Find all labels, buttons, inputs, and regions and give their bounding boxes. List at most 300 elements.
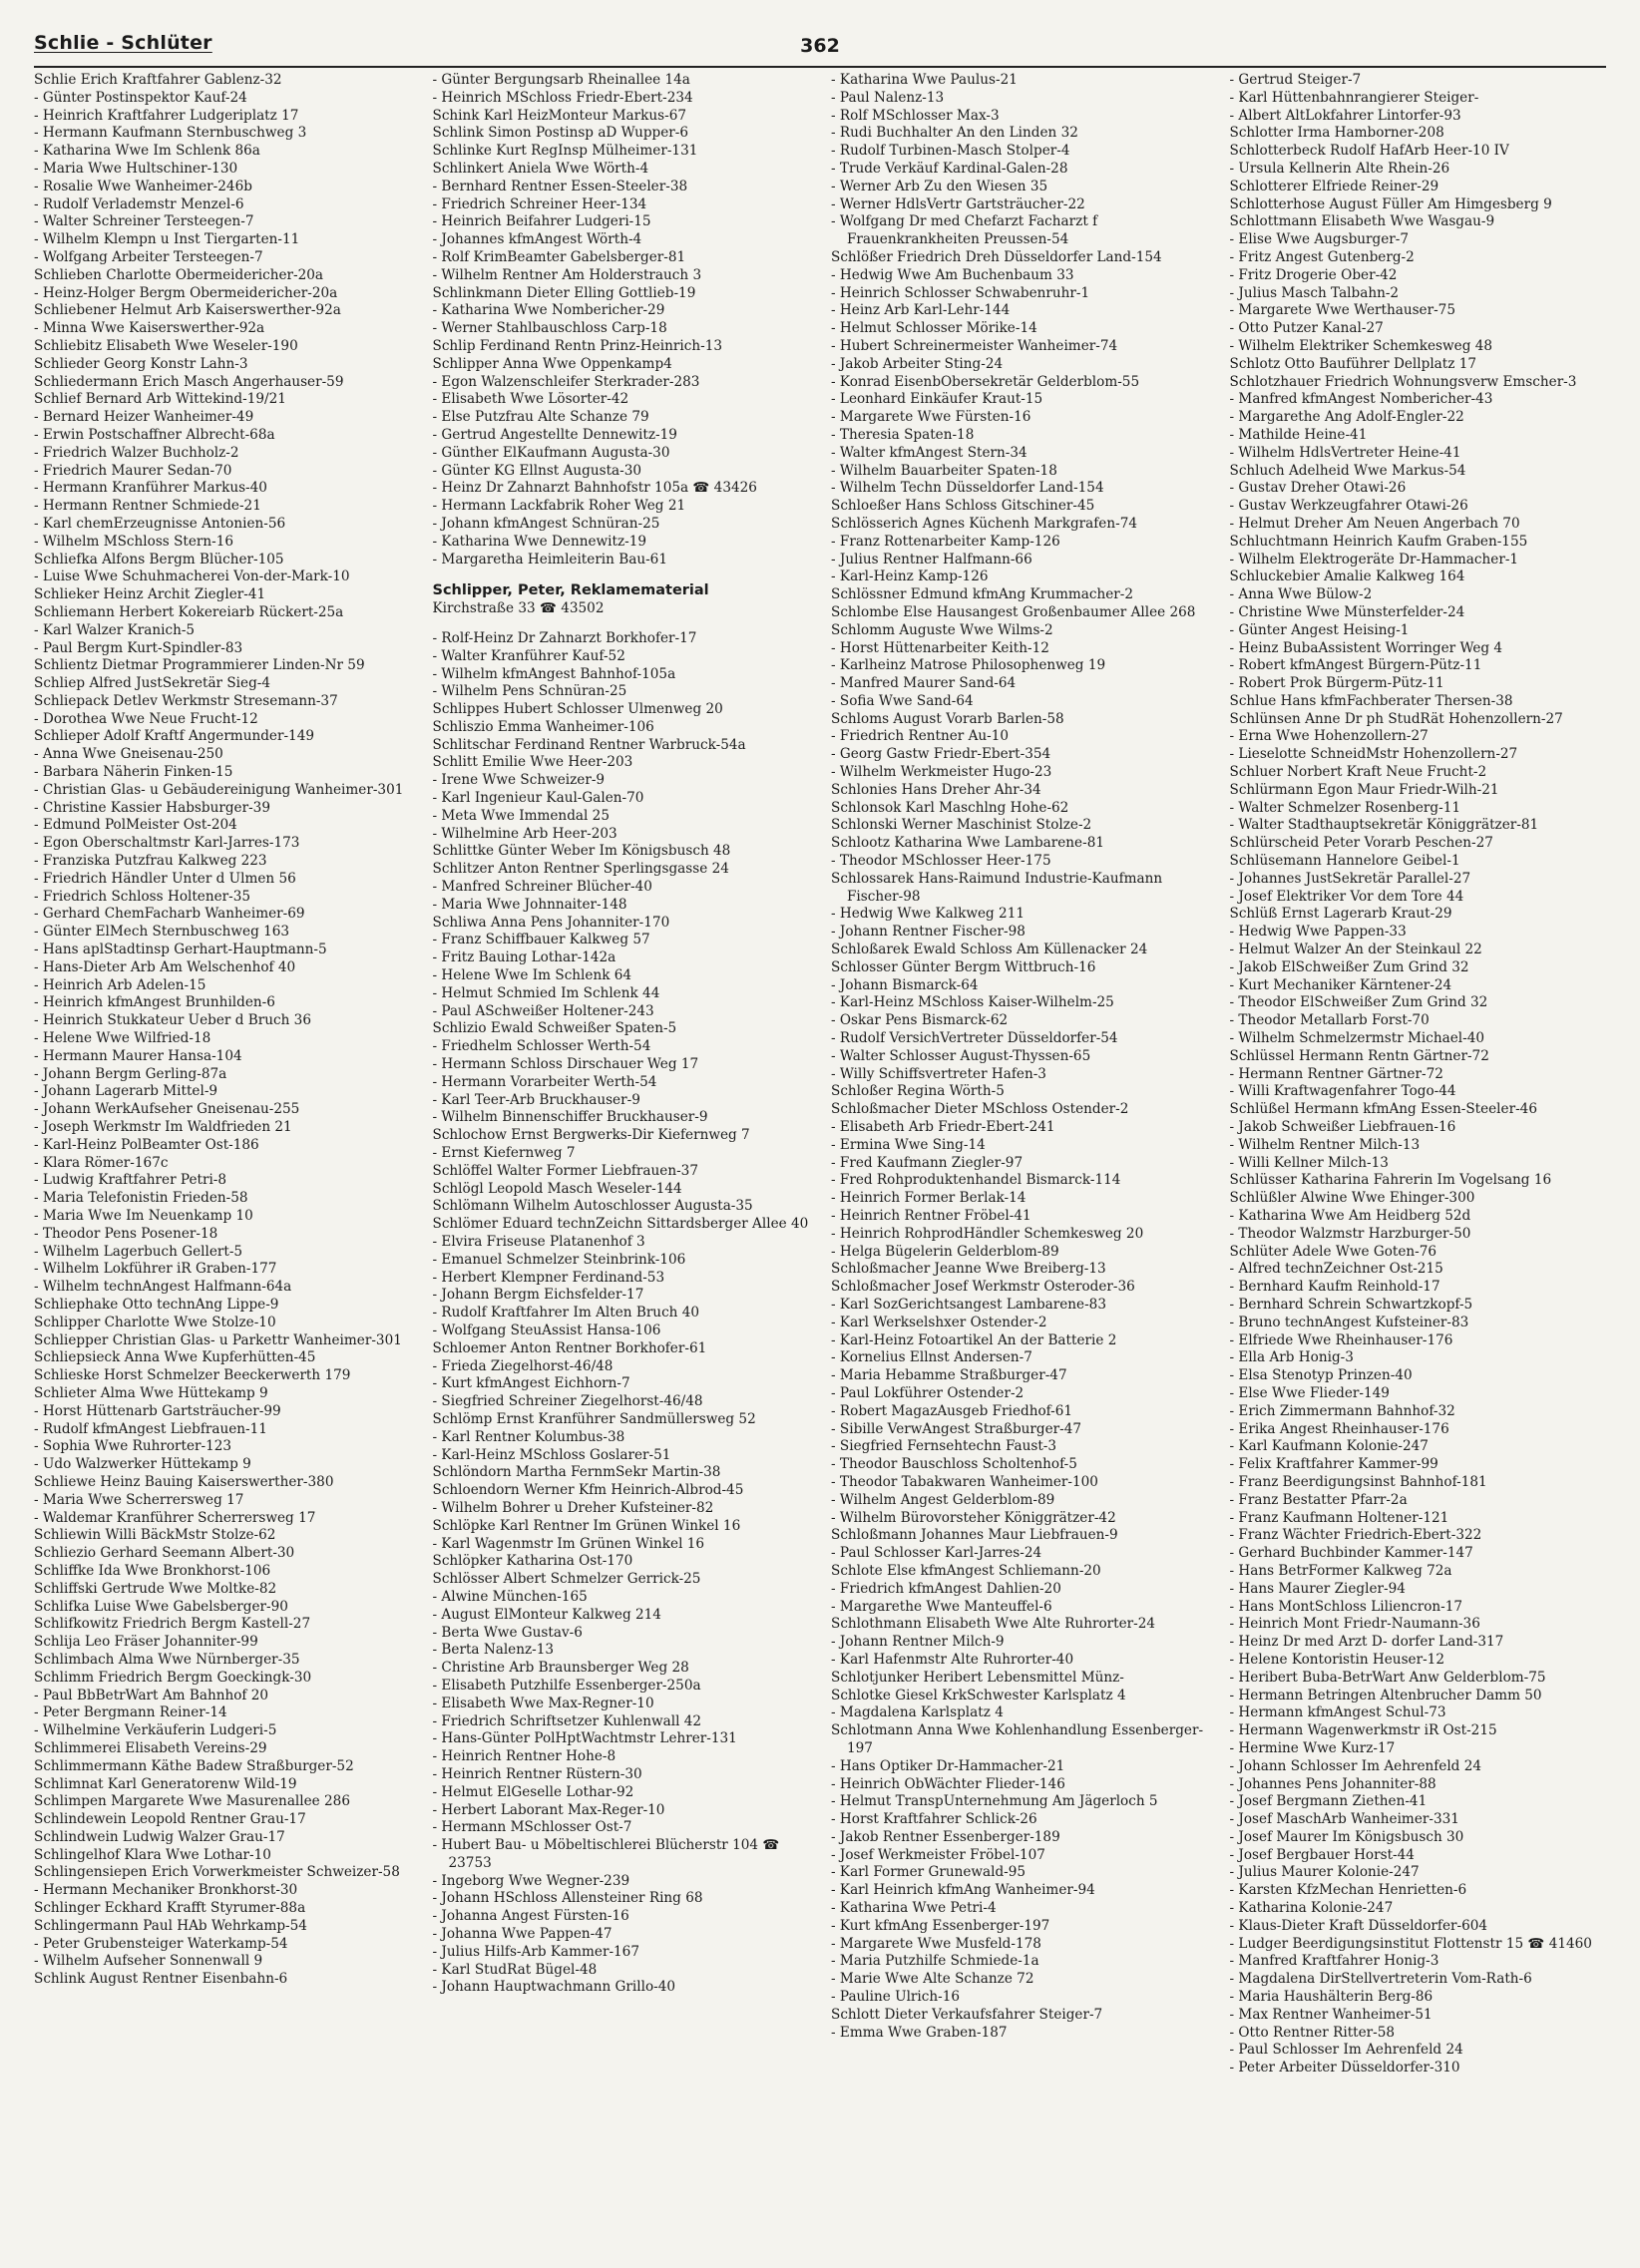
directory-entry: - Heinz Arb Karl-Lehr-144 bbox=[831, 302, 1011, 319]
directory-entry: - Sophia Wwe Ruhrorter-123 bbox=[34, 1438, 232, 1455]
directory-entry: - Peter Arbeiter Düsseldorfer-310 bbox=[1229, 2060, 1460, 2077]
directory-entry: - Heinrich MSchloss Friedr-Ebert-234 bbox=[432, 89, 693, 106]
directory-entry: - Paul Lokführer Ostender-2 bbox=[831, 1384, 1025, 1401]
directory-entry: - Else Wwe Flieder-149 bbox=[1229, 1384, 1390, 1401]
directory-entry: Schloms August Vorarb Barlen-58 bbox=[831, 710, 1064, 727]
directory-entry: - Friedrich Händler Unter d Ulmen 56 bbox=[34, 870, 296, 887]
directory-entry: - Felix Kraftfahrer Kammer-99 bbox=[1229, 1456, 1438, 1473]
directory-entry: Schlingelhof Klara Wwe Lothar-10 bbox=[34, 1846, 271, 1863]
directory-entry: - Heinz Dr Zahnarzt Bahnhofstr 105a ☎ 43426 bbox=[432, 480, 757, 497]
column-4 bbox=[1230, 72, 1607, 2262]
directory-entry: - Friedrich Maurer Sedan-70 bbox=[34, 462, 232, 479]
directory-entry: - Willi Kellner Milch-13 bbox=[1229, 1154, 1389, 1171]
directory-entry: - Manfred Schreiner Blücher-40 bbox=[432, 879, 652, 896]
directory-entry: Schlüß Ernst Lagerarb Kraut-29 bbox=[1229, 906, 1452, 923]
directory-entry: Schlifka Luise Wwe Gabelsberger-90 bbox=[34, 1598, 288, 1615]
column-3 bbox=[831, 72, 1208, 2262]
directory-entry: - Karl-Heinz MSchloss Goslarer-51 bbox=[432, 1446, 671, 1463]
directory-entry: - Hermann Rentner Gärtner-72 bbox=[1229, 1065, 1443, 1082]
directory-entry: Schlote Else kfmAngest Schliemann-20 bbox=[831, 1562, 1101, 1579]
directory-entry: - Ludger Beerdigungsinstitut Flottenstr 15 ☎ 41460 bbox=[1229, 1935, 1592, 1952]
directory-entry: - Elfriede Wwe Rheinhauser-176 bbox=[1229, 1331, 1453, 1348]
directory-entry: - Maria Wwe Hultschiner-130 bbox=[34, 160, 238, 177]
directory-entry: - Walter Stadthauptsekretär Königgrätzer-81 bbox=[1229, 817, 1539, 834]
directory-entry: Schlimnat Karl Generatorenw Wild-19 bbox=[34, 1775, 297, 1792]
directory-entry: - Wilhelm Rentner Milch-13 bbox=[1229, 1136, 1421, 1153]
directory-entry: Schliepack Detlev Werkmstr Stresemann-37 bbox=[34, 692, 338, 709]
directory-entry: Schlinke Kurt RegInsp Mülheimer-131 bbox=[432, 143, 698, 160]
directory-entry: - Katharina Wwe Im Schlenk 86a bbox=[34, 143, 260, 160]
directory-entry: - Wilhelmine Verkäuferin Ludgeri-5 bbox=[34, 1722, 277, 1739]
directory-entry: Schloemer Anton Rentner Borkhofer-61 bbox=[432, 1339, 707, 1356]
directory-entry: - Wilhelm Rentner Am Holderstrauch 3 bbox=[432, 266, 702, 283]
directory-entry: Schliewin Willi BäckMstr Stolze-62 bbox=[34, 1527, 276, 1544]
directory-entry: - Gerhard Buchbinder Kammer-147 bbox=[1229, 1545, 1473, 1562]
directory-entry: - Wilhelm Bürovorsteher Königgrätzer-42 bbox=[831, 1509, 1116, 1526]
directory-entry: - Karl chemErzeugnisse Antonien-56 bbox=[34, 515, 286, 532]
directory-entry: - Jakob Rentner Essenberger-189 bbox=[831, 1828, 1060, 1845]
directory-entry: - Johann kfmAngest Schnüran-25 bbox=[432, 515, 660, 532]
directory-entry: Schlotterbeck Rudolf HafArb Heer-10 IV bbox=[1229, 143, 1509, 160]
directory-entry: - Berta Nalenz-13 bbox=[432, 1642, 555, 1659]
directory-entry: - Theodor Metallarb Forst-70 bbox=[1229, 1012, 1430, 1029]
directory-entry: Schluer Norbert Kraft Neue Frucht-2 bbox=[1229, 764, 1487, 781]
directory-entry: - Franz Wächter Friedrich-Ebert-322 bbox=[1229, 1527, 1482, 1544]
directory-entry: - Dorothea Wwe Neue Frucht-12 bbox=[34, 710, 258, 727]
directory-entry: - Wilhelm Elektriker Schemkesweg 48 bbox=[1229, 337, 1493, 354]
directory-entry: - Johann HSchloss Allensteiner Ring 68 bbox=[432, 1890, 703, 1907]
directory-entry: Schloßer Regina Wörth-5 bbox=[831, 1083, 1005, 1100]
business-listing-address: Kirchstraße 33 ☎ 43502 bbox=[432, 600, 605, 617]
directory-entry: - Horst Kraftfahrer Schlick-26 bbox=[831, 1811, 1037, 1828]
directory-entry: - Wilhelm Lagerbuch Gellert-5 bbox=[34, 1243, 243, 1260]
directory-entry: Schlottmann Elisabeth Wwe Wasgau-9 bbox=[1229, 213, 1495, 230]
directory-entry: - Franz Schiffbauer Kalkweg 57 bbox=[432, 932, 650, 948]
directory-entry: - Franz Bestatter Pfarr-2a bbox=[1229, 1491, 1408, 1508]
directory-entry: Schlonies Hans Dreher Ahr-34 bbox=[831, 781, 1041, 798]
directory-entry: - Johann Schlosser Im Aehrenfeld 24 bbox=[1229, 1757, 1482, 1774]
directory-entry: - Bernhard Kaufm Reinhold-17 bbox=[1229, 1279, 1440, 1296]
directory-entry: Schlieske Horst Schmelzer Beeckerwerth 179 bbox=[34, 1367, 351, 1384]
directory-entry: Schlonski Werner Maschinist Stolze-2 bbox=[831, 817, 1092, 834]
directory-entry: Schlija Leo Fräser Johanniter-99 bbox=[34, 1634, 258, 1651]
directory-entry: Schlink August Rentner Eisenbahn-6 bbox=[34, 1971, 288, 1988]
directory-entry: - Hans-Dieter Arb Am Welschenhof 40 bbox=[34, 958, 296, 975]
directory-entry: - Horst Hüttenarbeiter Keith-12 bbox=[831, 639, 1049, 656]
directory-entry: - Kurt kfmAng Essenberger-197 bbox=[831, 1917, 1050, 1934]
directory-entry: Schlössner Edmund kfmAng Krummacher-2 bbox=[831, 586, 1134, 603]
directory-entry: Schlomm Auguste Wwe Wilms-2 bbox=[831, 621, 1053, 638]
directory-entry: - Fritz Bauing Lothar-142a bbox=[432, 949, 616, 966]
directory-entry: - Hermann Kaufmann Sternbuschweg 3 bbox=[34, 125, 307, 142]
directory-entry: - Hermann Kranführer Markus-40 bbox=[34, 480, 267, 497]
directory-entry: - Katharina Wwe Dennewitz-19 bbox=[432, 533, 646, 550]
directory-entry: - Heinrich Former Berlak-14 bbox=[831, 1190, 1026, 1207]
directory-entry: - Udo Walzwerker Hüttekamp 9 bbox=[34, 1456, 251, 1473]
directory-entry: - Karl StudRat Bügel-48 bbox=[432, 1961, 598, 1978]
directory-entry: - Anna Wwe Gneisenau-250 bbox=[34, 746, 223, 763]
directory-entry: - Theodor Walzmstr Harzburger-50 bbox=[1229, 1225, 1471, 1242]
directory-entry: - Paul BbBetrWart Am Bahnhof 20 bbox=[34, 1687, 269, 1703]
directory-entry: - Wolfgang Arbeiter Tersteegen-7 bbox=[34, 248, 263, 265]
directory-entry: - Alfred technZeichner Ost-215 bbox=[1229, 1261, 1443, 1278]
directory-entry: - Wilhelm Schmelzermstr Michael-40 bbox=[1229, 1030, 1485, 1047]
directory-entry: - Ella Arb Honig-3 bbox=[1229, 1349, 1354, 1366]
directory-entry: Schlotz Otto Bauführer Dellplatz 17 bbox=[1229, 355, 1477, 372]
directory-entry: - Julius Rentner Halfmann-66 bbox=[831, 551, 1032, 567]
directory-entry: - Heinrich Mont Friedr-Naumann-36 bbox=[1229, 1616, 1480, 1633]
directory-entry: Schlimm Friedrich Bergm Goeckingk-30 bbox=[34, 1669, 312, 1686]
directory-entry: - Leonhard Einkäufer Kraut-15 bbox=[831, 391, 1043, 408]
directory-entry: - Willy Schiffsvertreter Hafen-3 bbox=[831, 1065, 1046, 1082]
directory-entry: - Helmut Schlosser Mörike-14 bbox=[831, 320, 1037, 337]
directory-entry: - Helmut TranspUnternehmung Am Jägerloch 5 bbox=[831, 1793, 1158, 1810]
directory-entry: - Robert MagazAusgeb Friedhof-61 bbox=[831, 1402, 1073, 1419]
directory-entry: - Manfred Kraftfahrer Honig-3 bbox=[1229, 1953, 1439, 1970]
directory-entry: - Hedwig Wwe Pappen-33 bbox=[1229, 924, 1407, 941]
directory-entry: - Sofia Wwe Sand-64 bbox=[831, 692, 974, 709]
directory-entry: - Heinrich Rentner Hohe-8 bbox=[432, 1748, 616, 1765]
directory-entry: - Margarethe Wwe Manteuffel-6 bbox=[831, 1598, 1052, 1615]
directory-entry: - Gertrud Steiger-7 bbox=[1229, 72, 1362, 88]
directory-entry: - Edmund PolMeister Ost-204 bbox=[34, 817, 237, 834]
directory-entry: - Siegfried Schreiner Ziegelhorst-46/48 bbox=[432, 1393, 703, 1410]
directory-entry: - Helmut Schmied Im Schlenk 44 bbox=[432, 984, 660, 1001]
column-2 bbox=[433, 72, 810, 2262]
directory-entry: - Johann Lagerarb Mittel-9 bbox=[34, 1083, 218, 1100]
directory-entry: Schlothmann Elisabeth Wwe Alte Ruhrorter-24 bbox=[831, 1616, 1156, 1633]
directory-entry: - Julius Masch Talbahn-2 bbox=[1229, 284, 1400, 301]
directory-entry: - Hermann kfmAngest Schul-73 bbox=[1229, 1704, 1446, 1721]
directory-entry: - Katharina Wwe Nombericher-29 bbox=[432, 302, 665, 319]
directory-entry: - Friedrich kfmAngest Dahlien-20 bbox=[831, 1580, 1061, 1597]
directory-entry: - Paul ASchweißer Holtener-243 bbox=[432, 1002, 654, 1019]
directory-entry: - Maria Wwe Im Neuenkamp 10 bbox=[34, 1208, 253, 1224]
directory-entry: - Wilhelm kfmAngest Bahnhof-105a bbox=[432, 665, 676, 682]
directory-entry: - Max Rentner Wanheimer-51 bbox=[1229, 2006, 1433, 2023]
directory-entry: Schluch Adelheid Wwe Markus-54 bbox=[1229, 462, 1466, 479]
directory-entry: Schliemann Herbert Kokereiarb Rückert-25a bbox=[34, 603, 344, 620]
directory-entry: - Konrad EisenbObersekretär Gelderblom-55 bbox=[831, 373, 1140, 390]
directory-entry: Schliepper Christian Glas- u Parkettr Wanheimer-301 bbox=[34, 1331, 402, 1348]
directory-entry: - Rosalie Wwe Wanheimer-246b bbox=[34, 178, 252, 194]
directory-entry: Schlotterhose August Füller Am Himgesberg 9 bbox=[1229, 195, 1552, 212]
directory-entry: - Johannes JustSekretär Parallel-27 bbox=[1229, 870, 1471, 887]
directory-entry: - Ursula Kellnerin Alte Rhein-26 bbox=[1229, 160, 1450, 177]
directory-entry: Schliefka Alfons Bergm Blücher-105 bbox=[34, 551, 284, 567]
directory-entry: Schlootz Katharina Wwe Lambarene-81 bbox=[831, 835, 1104, 852]
directory-entry: - Fritz Angest Gutenberg-2 bbox=[1229, 248, 1415, 265]
directory-entry: - Margaretha Heimleiterin Bau-61 bbox=[432, 551, 667, 567]
directory-entry: - Hermann Betringen Altenbrucher Damm 50 bbox=[1229, 1687, 1542, 1703]
directory-entry: - Peter Bergmann Reiner-14 bbox=[34, 1704, 227, 1721]
directory-entry: - Bernhard Rentner Essen-Steeler-38 bbox=[432, 178, 688, 194]
directory-entry: - Maria Wwe Johnnaiter-148 bbox=[432, 896, 627, 913]
directory-entry: - Fred Kaufmann Ziegler-97 bbox=[831, 1154, 1024, 1171]
directory-entry: - Hubert Schreinermeister Wanheimer-74 bbox=[831, 337, 1118, 354]
directory-entry: Schlimmermann Käthe Badew Straßburger-52 bbox=[34, 1757, 354, 1774]
directory-entry: - Heinrich kfmAngest Brunhilden-6 bbox=[34, 994, 275, 1011]
directory-entry: - Josef Maurer Im Königsbusch 30 bbox=[1229, 1828, 1464, 1845]
directory-entry: - Johann Hauptwachmann Grillo-40 bbox=[432, 1979, 676, 1996]
directory-entry: Schlink Simon Postinsp aD Wupper-6 bbox=[432, 125, 689, 142]
directory-entry: - Hermann Mechaniker Bronkhorst-30 bbox=[34, 1882, 298, 1899]
directory-entry: - Maria Wwe Scherrersweg 17 bbox=[34, 1491, 244, 1508]
directory-entry: Schlonsok Karl Maschlng Hohe-62 bbox=[831, 799, 1069, 816]
directory-entry: - Heinrich Beifahrer Ludgeri-15 bbox=[432, 213, 651, 230]
page-header bbox=[34, 30, 1606, 64]
directory-entry: - Walter Kranführer Kauf-52 bbox=[432, 647, 625, 664]
directory-entry: Schloßmacher Dieter MSchloss Ostender-2 bbox=[831, 1101, 1129, 1118]
directory-entry: Schlömer Eduard technZeichn Sittardsberger Allee 40 bbox=[432, 1216, 809, 1233]
directory-entry: Schloendorn Werner Kfm Heinrich-Albrod-45 bbox=[432, 1482, 744, 1499]
directory-entry: - Julius Maurer Kolonie-247 bbox=[1229, 1864, 1420, 1881]
directory-entry: - Bernard Heizer Wanheimer-49 bbox=[34, 409, 254, 426]
directory-entry: - Hans Optiker Dr-Hammacher-21 bbox=[831, 1757, 1065, 1774]
directory-entry: - Heinrich Rentner Rüstern-30 bbox=[432, 1765, 642, 1782]
directory-entry: Schliffski Gertrude Wwe Moltke-82 bbox=[34, 1580, 277, 1597]
directory-entry: - Wolfgang SteuAssist Hansa-106 bbox=[432, 1322, 661, 1338]
directory-entry: - Margarete Wwe Fürsten-16 bbox=[831, 409, 1031, 426]
directory-entry: - Marie Wwe Alte Schanze 72 bbox=[831, 1971, 1034, 1988]
directory-entry: - Gertrud Angestellte Dennewitz-19 bbox=[432, 426, 677, 443]
directory-entry: - Rolf-Heinz Dr Zahnarzt Borkhofer-17 bbox=[432, 629, 697, 646]
directory-entry: - Margarethe Ang Adolf-Engler-22 bbox=[1229, 409, 1464, 426]
directory-entry: Schlösser Albert Schmelzer Gerrick-25 bbox=[432, 1571, 701, 1588]
directory-entry: - Christine Wwe Münsterfelder-24 bbox=[1229, 603, 1465, 620]
directory-entry: - Wilhelm Bohrer u Dreher Kufsteiner-82 bbox=[432, 1499, 714, 1516]
directory-entry: - Johanna Angest Fürsten-16 bbox=[432, 1908, 629, 1925]
directory-entry: - Helmut Walzer An der Steinkaul 22 bbox=[1229, 942, 1482, 958]
directory-entry: - Albert AltLokfahrer Lintorfer-93 bbox=[1229, 107, 1461, 124]
directory-entry: - Hermann Lackfabrik Roher Weg 21 bbox=[432, 498, 686, 515]
directory-entry: - Heinrich Arb Adelen-15 bbox=[34, 976, 206, 993]
directory-entry: - Helene Wwe Im Schlenk 64 bbox=[432, 967, 632, 984]
directory-entry: Schlifkowitz Friedrich Bergm Kastell-27 bbox=[34, 1616, 311, 1633]
directory-entry: - Wilhelm Aufseher Sonnenwall 9 bbox=[34, 1953, 263, 1970]
directory-entry: - Georg Gastw Friedr-Ebert-354 bbox=[831, 746, 1051, 763]
directory-entry: - Rudolf Kraftfahrer Im Alten Bruch 40 bbox=[432, 1305, 700, 1322]
directory-entry: - Hermann Rentner Schmiede-21 bbox=[34, 498, 261, 515]
directory-entry: - Wilhelm Angest Gelderblom-89 bbox=[831, 1491, 1055, 1508]
directory-entry: - Barbara Näherin Finken-15 bbox=[34, 764, 233, 781]
page-number: 362 bbox=[800, 35, 840, 57]
directory-entry: - Kornelius Ellnst Andersen-7 bbox=[831, 1349, 1032, 1366]
directory-entry: Schlüssel Hermann Rentn Gärtner-72 bbox=[1229, 1047, 1489, 1064]
directory-entry: - Ernst Kiefernweg 7 bbox=[432, 1145, 576, 1162]
running-head: Schlie - Schlüter bbox=[34, 32, 212, 54]
directory-entry: - Heribert Buba-BetrWart Anw Gelderblom-75 bbox=[1229, 1669, 1546, 1686]
directory-entry: - Heinrich Kraftfahrer Ludgeriplatz 17 bbox=[34, 107, 299, 124]
directory-entry: Schliwa Anna Pens Johanniter-170 bbox=[432, 914, 670, 931]
directory-entry: Schliebitz Elisabeth Wwe Weseler-190 bbox=[34, 337, 298, 354]
directory-entry: Schloßmacher Josef Werkmstr Osteroder-36 bbox=[831, 1279, 1135, 1296]
directory-entry: - Wilhelm Techn Düsseldorfer Land-154 bbox=[831, 480, 1104, 497]
directory-entry: - Wilhelm Elektrogeräte Dr-Hammacher-1 bbox=[1229, 551, 1519, 567]
directory-entry: - Wilhelm technAngest Halfmann-64a bbox=[34, 1279, 292, 1296]
directory-entry: - Johann Rentner Fischer-98 bbox=[831, 924, 1025, 941]
directory-entry: - Paul Schlosser Karl-Jarres-24 bbox=[831, 1545, 1042, 1562]
directory-entry: Schliephake Otto technAng Lippe-9 bbox=[34, 1296, 279, 1313]
directory-entry: - Günter KG Ellnst Augusta-30 bbox=[432, 462, 642, 479]
directory-entry: Schliep Alfred JustSekretär Sieg-4 bbox=[34, 675, 271, 692]
directory-entry: - Heinrich ObWächter Flieder-146 bbox=[831, 1775, 1065, 1792]
directory-entry: - Hermann MSchlosser Ost-7 bbox=[432, 1819, 632, 1836]
directory-entry: Schlizio Ewald Schweißer Spaten-5 bbox=[432, 1020, 677, 1037]
directory-entry: Schlotzhauer Friedrich Wohnungsverw Emscher-3 bbox=[1229, 373, 1577, 390]
directory-entry: - Wilhelm Lokführer iR Graben-177 bbox=[34, 1261, 277, 1278]
directory-entry: - Theodor Bauschloss Scholtenhof-5 bbox=[831, 1456, 1077, 1473]
directory-entry: - Trude Verkäuf Kardinal-Galen-28 bbox=[831, 160, 1068, 177]
directory-entry: - Hermann Maurer Hansa-104 bbox=[34, 1047, 242, 1064]
directory-entry: - Karlheinz Matrose Philosophenweg 19 bbox=[831, 657, 1106, 674]
directory-entry: - Hedwig Wwe Kalkweg 211 bbox=[831, 906, 1025, 923]
directory-entry: - Christine Kassier Habsburger-39 bbox=[34, 799, 270, 816]
directory-entry: - Manfred Maurer Sand-64 bbox=[831, 675, 1017, 692]
directory-entry: Schlindwein Ludwig Walzer Grau-17 bbox=[34, 1828, 285, 1845]
column-1 bbox=[34, 72, 411, 2262]
directory-entry: Schlie Erich Kraftfahrer Gablenz-32 bbox=[34, 72, 282, 88]
directory-entry: Schloeßer Hans Schloss Gitschiner-45 bbox=[831, 498, 1095, 515]
directory-entry: - Kurt kfmAngest Eichhorn-7 bbox=[432, 1375, 630, 1392]
directory-entry: - Hermann Schloss Dirschauer Weg 17 bbox=[432, 1056, 699, 1073]
directory-entry: - Erich Zimmermann Bahnhof-32 bbox=[1229, 1402, 1455, 1419]
directory-entry: Schlimpen Margarete Wwe Masurenallee 286 bbox=[34, 1793, 350, 1810]
directory-entry: - Rolf KrimBeamter Gabelsberger-81 bbox=[432, 248, 686, 265]
directory-entry: - Erwin Postschaffner Albrecht-68a bbox=[34, 426, 275, 443]
directory-entry: Schlotke Giesel KrkSchwester Karlsplatz 4 bbox=[831, 1687, 1126, 1703]
directory-entry: - Kurt Mechaniker Kärntener-24 bbox=[1229, 976, 1452, 993]
directory-entry: - Karsten KfzMechan Henrietten-6 bbox=[1229, 1882, 1467, 1899]
directory-entry: Schlüßler Alwine Wwe Ehinger-300 bbox=[1229, 1190, 1475, 1207]
directory-entry: - Klara Römer-167c bbox=[34, 1154, 169, 1171]
directory-entry: - Walter Schmelzer Rosenberg-11 bbox=[1229, 799, 1461, 816]
directory-entry: Schlingensiepen Erich Vorwerkmeister Schweizer-58 bbox=[34, 1864, 400, 1881]
directory-entry: - Erna Wwe Hohenzollern-27 bbox=[1229, 728, 1429, 745]
directory-entry: Schlombe Else Hausangest Großenbaumer Allee 268 bbox=[831, 603, 1196, 620]
directory-entry: - Theodor MSchlosser Heer-175 bbox=[831, 853, 1051, 870]
directory-entry: Schlittke Günter Weber Im Königsbusch 48 bbox=[432, 843, 731, 860]
directory-entry: - Otto Rentner Ritter-58 bbox=[1229, 2024, 1396, 2041]
directory-entry: - Waldemar Kranführer Scherrersweg 17 bbox=[34, 1509, 316, 1526]
directory-entry: - Mathilde Heine-41 bbox=[1229, 426, 1368, 443]
directory-entry: - Robert Prok Bürgerm-Pütz-11 bbox=[1229, 675, 1444, 692]
directory-entry: - Hans-Günter PolHptWachtmstr Lehrer-131 bbox=[432, 1730, 737, 1747]
directory-entry: - Elisabeth Wwe Max-Regner-10 bbox=[432, 1695, 654, 1711]
directory-columns bbox=[34, 72, 1606, 2262]
directory-entry: - Heinrich RohprodHändler Schemkesweg 20 bbox=[831, 1225, 1144, 1242]
directory-entry: - Luise Wwe Schuhmacherei Von-der-Mark-10 bbox=[34, 568, 350, 585]
directory-entry: - Johann Bergm Eichsfelder-17 bbox=[432, 1287, 644, 1304]
directory-entry: - Hermann Wagenwerkmstr iR Ost-215 bbox=[1229, 1722, 1497, 1739]
directory-entry: Schlößer Friedrich Dreh Düsseldorfer Land-154 bbox=[831, 248, 1162, 265]
directory-entry: - Josef Elektriker Vor dem Tore 44 bbox=[1229, 888, 1464, 905]
directory-entry: Schlüsser Katharina Fahrerin Im Vogelsang 16 bbox=[1229, 1172, 1552, 1189]
directory-entry: - Rudolf kfmAngest Liebfrauen-11 bbox=[34, 1420, 267, 1437]
directory-entry: - Bruno technAngest Kufsteiner-83 bbox=[1229, 1314, 1469, 1330]
directory-entry: - Günter Bergungsarb Rheinallee 14a bbox=[432, 72, 690, 88]
directory-entry: - Katharina Wwe Petri-4 bbox=[831, 1900, 997, 1917]
directory-entry: - Katharina Wwe Paulus-21 bbox=[831, 72, 1018, 88]
directory-entry: - Herbert Klempner Ferdinand-53 bbox=[432, 1269, 665, 1286]
directory-entry: Schlipper Anna Wwe Oppenkamp4 bbox=[432, 355, 672, 372]
directory-entry: - Günter ElMech Sternbuschweg 163 bbox=[34, 924, 290, 941]
directory-entry: Schlieben Charlotte Obermeidericher-20a bbox=[34, 266, 323, 283]
directory-entry: - Elvira Friseuse Platanenhof 3 bbox=[432, 1234, 645, 1250]
directory-entry: - Helmut ElGeselle Lothar-92 bbox=[432, 1783, 634, 1800]
directory-entry: - Klaus-Dieter Kraft Düsseldorfer-604 bbox=[1229, 1917, 1488, 1934]
directory-entry: - Ermina Wwe Sing-14 bbox=[831, 1136, 986, 1153]
directory-entry: - Hans MontSchloss Liliencron-17 bbox=[1229, 1598, 1463, 1615]
directory-entry: Schliepsieck Anna Wwe Kupferhütten-45 bbox=[34, 1349, 316, 1366]
directory-entry: - Günter Postinspektor Kauf-24 bbox=[34, 89, 247, 106]
directory-entry: - Fritz Drogerie Ober-42 bbox=[1229, 266, 1398, 283]
directory-entry: Schlürscheid Peter Vorarb Peschen-27 bbox=[1229, 835, 1493, 852]
directory-entry: - Elise Wwe Augsburger-7 bbox=[1229, 231, 1410, 248]
directory-entry: - Emanuel Schmelzer Steinbrink-106 bbox=[432, 1251, 686, 1268]
directory-entry: - Johann Rentner Milch-9 bbox=[831, 1634, 1005, 1651]
directory-entry: - Johanna Wwe Pappen-47 bbox=[432, 1926, 613, 1943]
directory-entry: - Friedrich Schriftsetzer Kuhlenwall 42 bbox=[432, 1712, 702, 1729]
directory-entry: - Jakob ElSchweißer Zum Grind 32 bbox=[1229, 958, 1469, 975]
directory-entry: - Elisabeth Wwe Lösorter-42 bbox=[432, 391, 629, 408]
directory-entry: - Egon Walzenschleifer Sterkrader-283 bbox=[432, 373, 700, 390]
directory-entry: - Johann Bismarck-64 bbox=[831, 976, 979, 993]
directory-entry: - Pauline Ulrich-16 bbox=[831, 1989, 961, 2006]
directory-entry: - Josef Werkmeister Fröbel-107 bbox=[831, 1846, 1045, 1863]
directory-entry: Schlieper Adolf Kraftf Angermunder-149 bbox=[34, 728, 314, 745]
directory-entry: Schlüter Adele Wwe Goten-76 bbox=[1229, 1243, 1437, 1260]
directory-entry: - Horst Hüttenarb Gartsträucher-99 bbox=[34, 1402, 281, 1419]
directory-entry: Schlömp Ernst Kranführer Sandmüllersweg 52 bbox=[432, 1410, 756, 1427]
directory-entry: Schlöpker Katharina Ost-170 bbox=[432, 1553, 633, 1570]
directory-entry: Schlotmann Anna Wwe Kohlenhandlung Essenberger-197 bbox=[831, 1722, 1204, 1756]
directory-entry: - Rudolf Verlademstr Menzel-6 bbox=[34, 195, 244, 212]
directory-entry: Schlitzer Anton Rentner Sperlingsgasse 24 bbox=[432, 861, 729, 878]
directory-entry: - Hans aplStadtinsp Gerhart-Hauptmann-5 bbox=[34, 942, 327, 958]
directory-entry: - Karl Former Grunewald-95 bbox=[831, 1864, 1026, 1881]
directory-entry: - Maria Putzhilfe Schmiede-1a bbox=[831, 1953, 1039, 1970]
directory-entry: - Elisabeth Arb Friedr-Ebert-241 bbox=[831, 1119, 1055, 1136]
directory-entry: - Theodor ElSchweißer Zum Grind 32 bbox=[1229, 994, 1488, 1011]
directory-entry: - Minna Wwe Kaiserswerther-92a bbox=[34, 320, 265, 337]
directory-entry: - Egon Oberschaltmstr Karl-Jarres-173 bbox=[34, 835, 300, 852]
directory-entry: Schliszio Emma Wanheimer-106 bbox=[432, 718, 654, 735]
directory-entry: - Karl Kaufmann Kolonie-247 bbox=[1229, 1438, 1429, 1455]
directory-entry: - Karl Werkselshxer Ostender-2 bbox=[831, 1314, 1047, 1330]
directory-entry: Schloßarek Ewald Schloss Am Küllenacker 24 bbox=[831, 942, 1148, 958]
directory-entry: - Wilhelmine Arb Heer-203 bbox=[432, 825, 617, 842]
directory-entry: - Hermann Vorarbeiter Werth-54 bbox=[432, 1073, 657, 1090]
directory-entry: - Elisabeth Putzhilfe Essenberger-250a bbox=[432, 1677, 701, 1694]
directory-entry: - Irene Wwe Schweizer-9 bbox=[432, 772, 606, 789]
directory-entry: - Lieselotte SchneidMstr Hohenzollern-27 bbox=[1229, 746, 1518, 763]
directory-entry: Schlömann Wilhelm Autoschlosser Augusta-35 bbox=[432, 1198, 753, 1215]
directory-entry: - Julius Hilfs-Arb Kammer-167 bbox=[432, 1943, 639, 1960]
directory-entry: - Gerhard ChemFacharb Wanheimer-69 bbox=[34, 906, 305, 923]
directory-entry: Schliewe Heinz Bauing Kaiserswerther-380 bbox=[34, 1473, 334, 1490]
directory-entry: Schlippes Hubert Schlosser Ulmenweg 20 bbox=[432, 701, 723, 718]
directory-entry: - Else Putzfrau Alte Schanze 79 bbox=[432, 409, 649, 426]
directory-entry: - Werner Arb Zu den Wiesen 35 bbox=[831, 178, 1048, 194]
directory-entry: - Otto Putzer Kanal-27 bbox=[1229, 320, 1384, 337]
directory-entry: - Rudolf Turbinen-Masch Stolper-4 bbox=[831, 143, 1070, 160]
directory-entry: - Margarete Wwe Werthauser-75 bbox=[1229, 302, 1455, 319]
directory-entry: Schlue Hans kfmFachberater Thersen-38 bbox=[1229, 692, 1513, 709]
directory-entry: Schink Karl HeizMonteur Markus-67 bbox=[432, 107, 686, 124]
directory-entry: - Maria Telefonistin Frieden-58 bbox=[34, 1190, 248, 1207]
directory-entry: - Heinrich Stukkateur Ueber d Bruch 36 bbox=[34, 1012, 311, 1029]
